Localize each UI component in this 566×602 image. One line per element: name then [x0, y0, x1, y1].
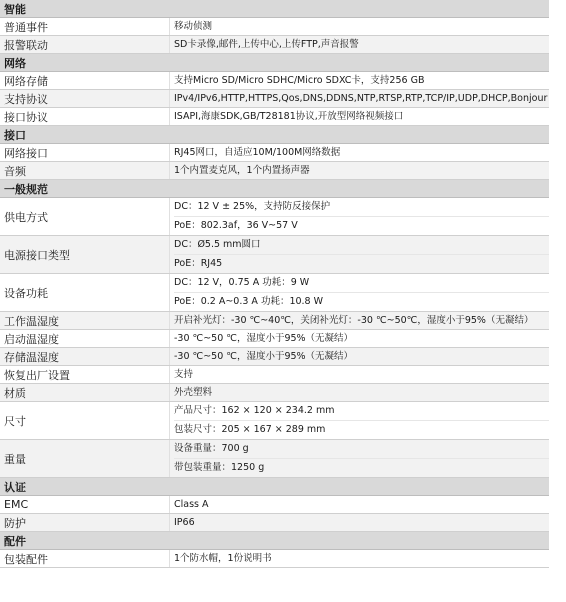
spec-value-line: -30 ℃~50 ℃，湿度小于95%（无凝结） — [174, 332, 354, 344]
spec-label: 存储温湿度 — [0, 348, 170, 365]
spec-label: 供电方式 — [0, 198, 170, 235]
spec-value-line: 1个防水帽，1份说明书 — [174, 552, 272, 564]
spec-row — [0, 18, 549, 36]
spec-value — [170, 36, 549, 53]
spec-value-line: DC：Ø5.5 mm圆口 — [174, 236, 549, 255]
spec-row — [0, 90, 549, 108]
spec-value-line: PoE：RJ45 — [174, 258, 223, 269]
spec-value-line: 开启补光灯：-30 ℃~40℃，关闭补光灯：-30 ℃~50℃，湿度小于95%（无凝结） — [174, 314, 534, 326]
spec-value — [170, 348, 549, 365]
spec-label: 恢复出厂设置 — [0, 366, 170, 383]
spec-row — [0, 496, 549, 514]
spec-value-line: IPv4/IPv6,HTTP,HTTPS,Qos,DNS,DDNS,NTP,RTSP,RTP,TCP/IP,UDP,DHCP,Bonjour — [174, 92, 548, 104]
spec-value-line: DC：12 V，0.75 A 功耗：9 W — [174, 274, 549, 293]
spec-label: 报警联动 — [0, 36, 170, 53]
spec-label: 音频 — [0, 162, 170, 179]
spec-value-line: PoE：802.3af，36 V~57 V — [174, 220, 298, 231]
spec-label: EMC — [0, 496, 170, 513]
spec-row — [0, 108, 549, 126]
spec-label: 普通事件 — [0, 18, 170, 35]
spec-row — [0, 36, 549, 54]
spec-label: 电源接口类型 — [0, 236, 170, 273]
spec-row — [0, 274, 549, 312]
spec-label: 工作温湿度 — [0, 312, 170, 329]
spec-row — [0, 384, 549, 402]
spec-label: 包装配件 — [0, 550, 170, 567]
spec-value — [170, 550, 549, 567]
spec-value — [170, 440, 549, 477]
spec-row — [0, 236, 549, 274]
spec-value — [170, 236, 549, 273]
spec-label: 材质 — [0, 384, 170, 401]
spec-value — [170, 384, 549, 401]
spec-row — [0, 440, 549, 478]
spec-value-line: 外壳塑料 — [174, 386, 213, 398]
spec-label: 设备功耗 — [0, 274, 170, 311]
spec-value-line: 1个内置麦克风，1个内置扬声器 — [174, 164, 310, 176]
spec-value — [170, 312, 549, 329]
spec-value-line: Class A — [174, 498, 209, 510]
spec-value — [170, 330, 549, 347]
spec-value-line: 产品尺寸：162 × 120 × 234.2 mm — [174, 402, 549, 421]
spec-row — [0, 312, 549, 330]
spec-label: 尺寸 — [0, 402, 170, 439]
spec-value-line: 支持 — [174, 368, 194, 380]
spec-value — [170, 72, 549, 89]
section-header: 网络 — [0, 54, 549, 72]
spec-value — [170, 496, 549, 513]
spec-row — [0, 550, 549, 568]
spec-value-line: 支持Micro SD/Micro SDHC/Micro SDXC卡，支持256 GB — [174, 74, 425, 86]
section-header: 配件 — [0, 532, 549, 550]
spec-value — [170, 514, 549, 531]
spec-value-line: DC：12 V ± 25%，支持防反接保护 — [174, 198, 549, 217]
section-header: 一般规范 — [0, 180, 549, 198]
spec-row — [0, 330, 549, 348]
spec-label: 接口协议 — [0, 108, 170, 125]
spec-row — [0, 144, 549, 162]
spec-value — [170, 198, 549, 235]
spec-value-line: RJ45网口，自适应10M/100M网络数据 — [174, 146, 341, 158]
spec-value-line: IP66 — [174, 516, 195, 528]
spec-value-line: ISAPI,海康SDK,GB/T28181协议,开放型网络视频接口 — [174, 110, 404, 122]
spec-label: 启动温湿度 — [0, 330, 170, 347]
spec-value-line: -30 ℃~50 ℃，湿度小于95%（无凝结） — [174, 350, 354, 362]
spec-value — [170, 90, 549, 107]
spec-row — [0, 366, 549, 384]
spec-value — [170, 274, 549, 311]
spec-value-line: 设备重量：700 g — [174, 440, 549, 459]
spec-value — [170, 162, 549, 179]
spec-value-line: 移动侦测 — [174, 20, 213, 32]
spec-label: 重量 — [0, 440, 170, 477]
spec-value — [170, 144, 549, 161]
spec-row — [0, 162, 549, 180]
spec-value-line: SD卡录像,邮件,上传中心,上传FTP,声音报警 — [174, 38, 359, 50]
section-header: 接口 — [0, 126, 549, 144]
spec-label: 支持协议 — [0, 90, 170, 107]
spec-row — [0, 514, 549, 532]
spec-value — [170, 18, 549, 35]
spec-row — [0, 198, 549, 236]
spec-value-line: PoE：0.2 A~0.3 A 功耗：10.8 W — [174, 296, 324, 307]
spec-value — [170, 402, 549, 439]
spec-label: 防护 — [0, 514, 170, 531]
spec-row — [0, 72, 549, 90]
section-header: 智能 — [0, 0, 549, 18]
spec-label: 网络存储 — [0, 72, 170, 89]
spec-value — [170, 366, 549, 383]
spec-value — [170, 108, 549, 125]
section-header: 认证 — [0, 478, 549, 496]
spec-label: 网络接口 — [0, 144, 170, 161]
spec-value-line: 包装尺寸：205 × 167 × 289 mm — [174, 424, 326, 435]
spec-value-line: 带包装重量：1250 g — [174, 462, 265, 473]
spec-row — [0, 348, 549, 366]
spec-row — [0, 402, 549, 440]
